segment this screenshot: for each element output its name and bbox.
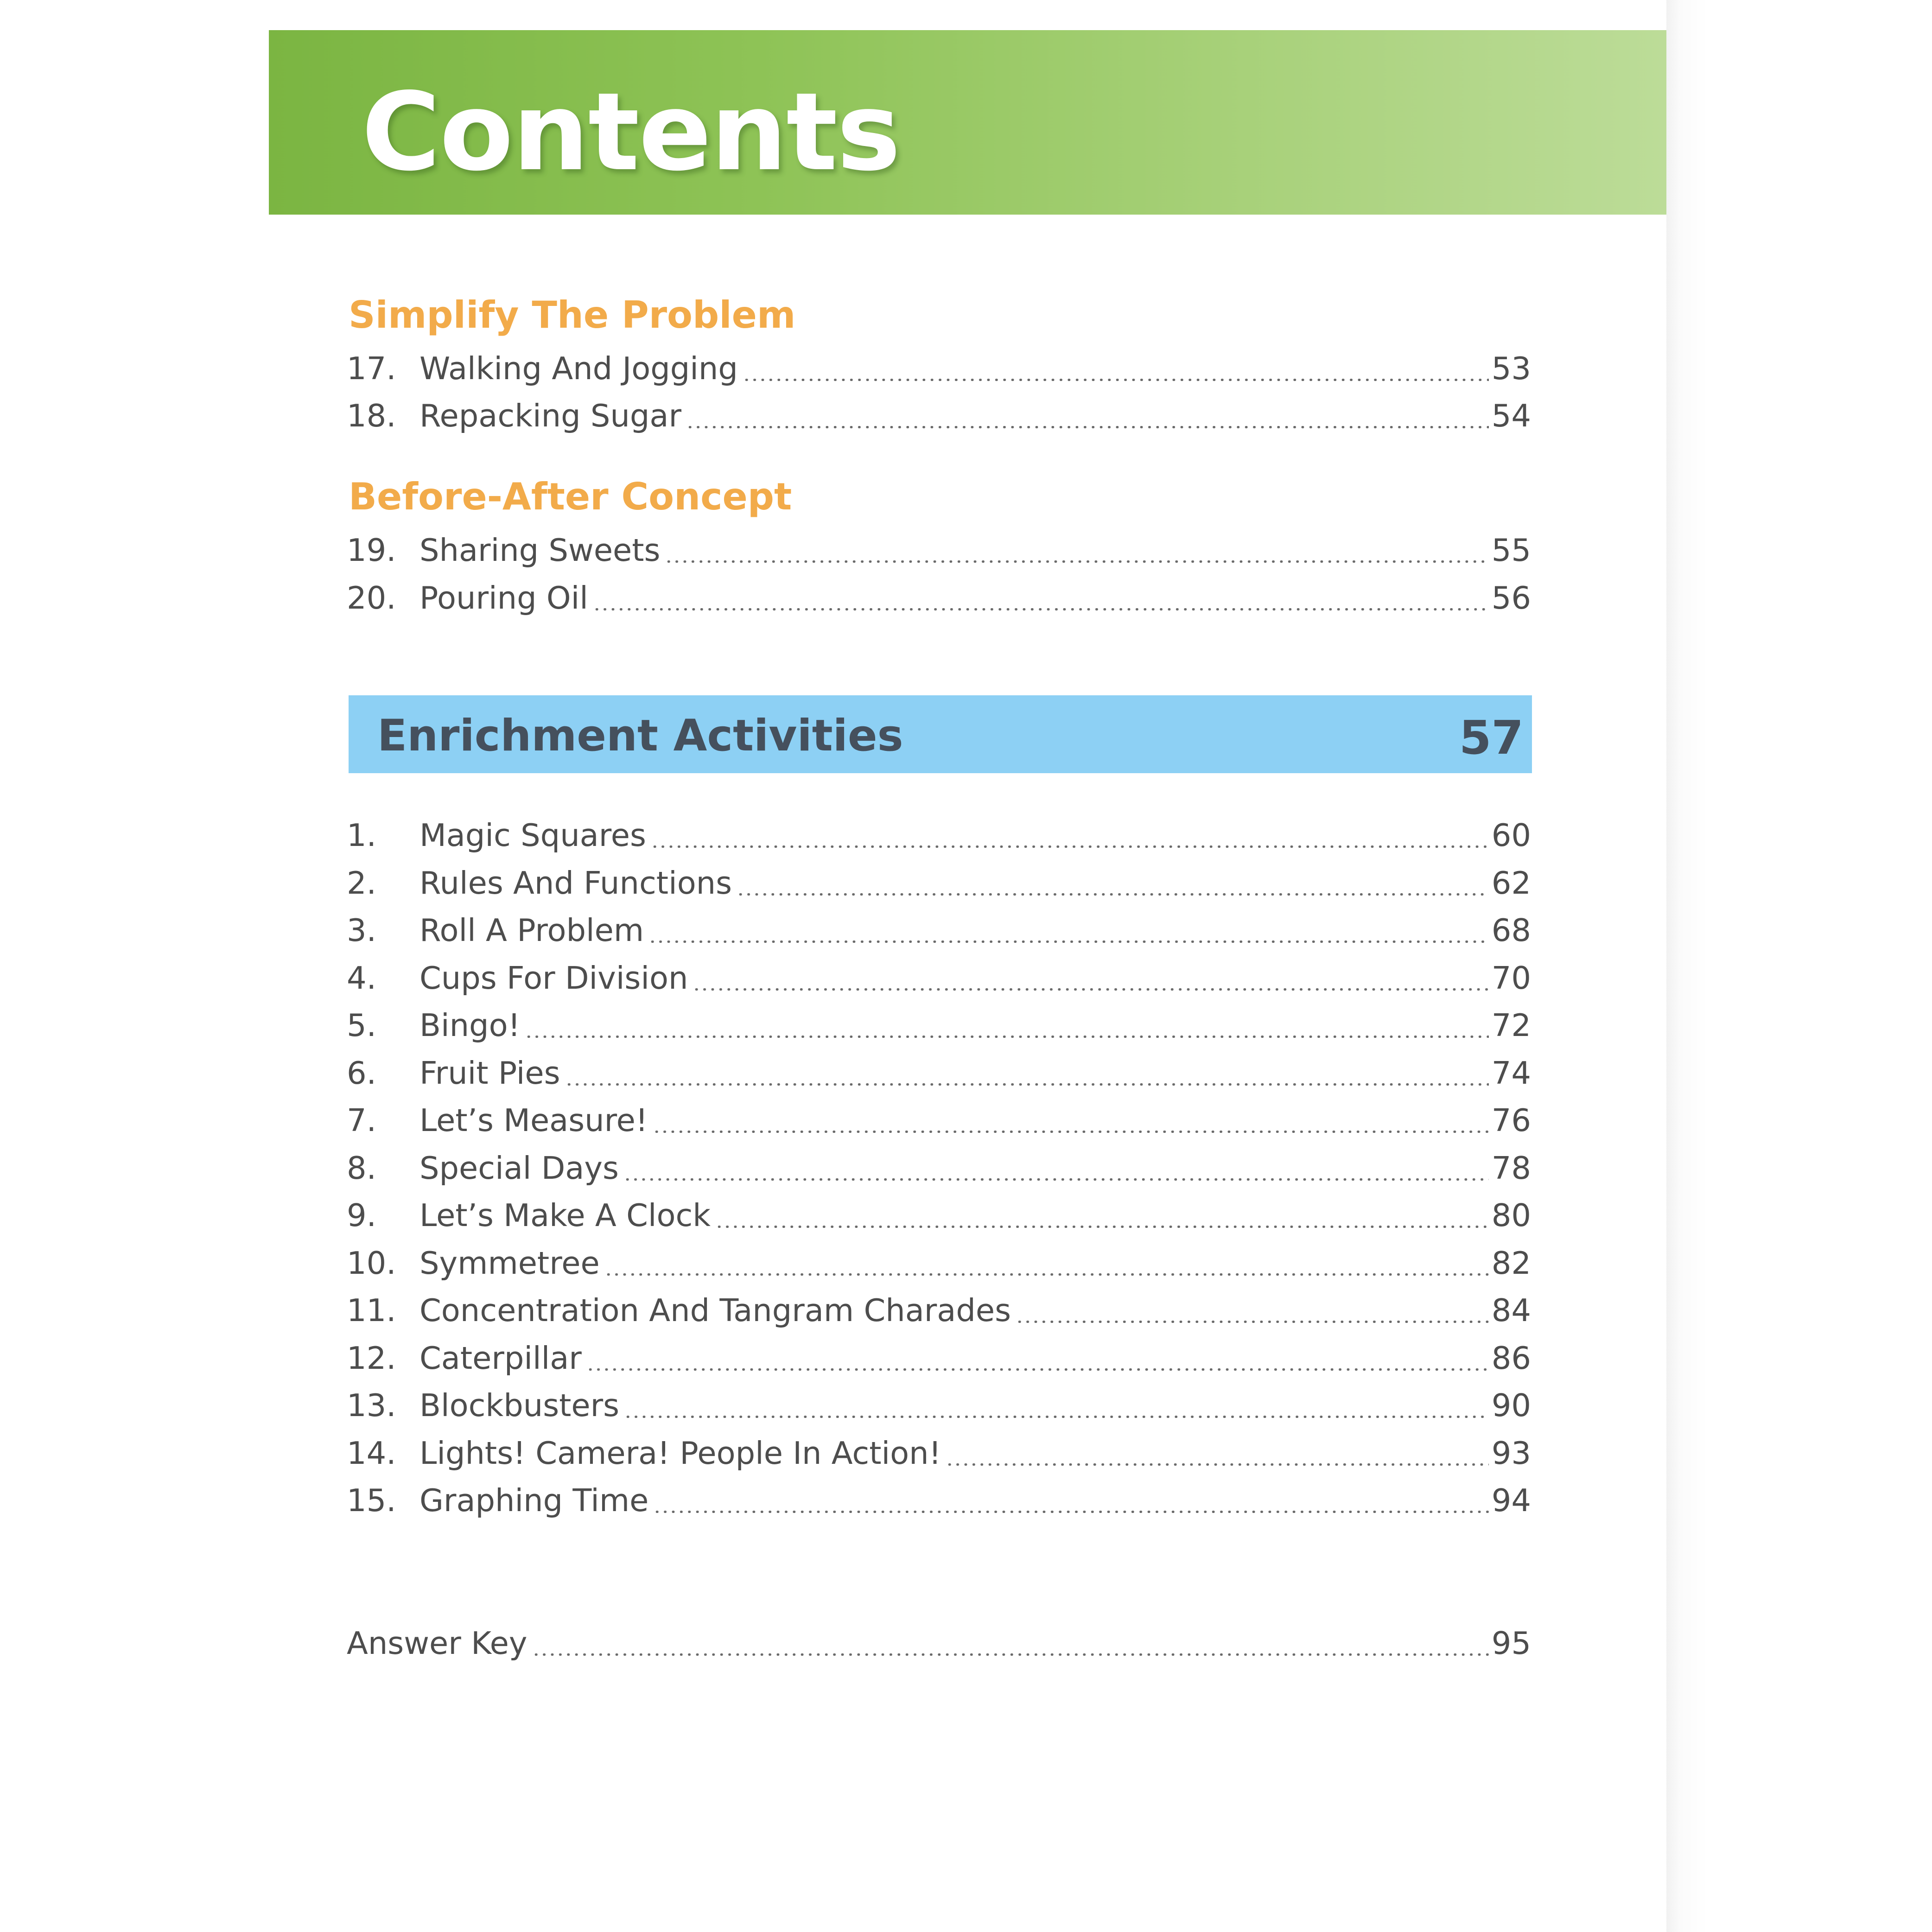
toc-entry-enrichment-12[interactable] [347, 1333, 1531, 1379]
dot-leader [693, 988, 1488, 991]
toc-entry-enrichment-9[interactable] [347, 1190, 1531, 1236]
dot-leader [623, 1178, 1489, 1181]
dot-leader [604, 1273, 1489, 1276]
entry-number: 3. [347, 912, 376, 948]
toc-entry-19[interactable] [347, 525, 1531, 571]
entry-page-number: 78 [1491, 1150, 1531, 1186]
entry-title: Walking And Jogging [419, 350, 738, 387]
entry-title: Cups For Division [419, 960, 688, 996]
entry-title: Bingo! [419, 1007, 521, 1043]
entry-page-number: 62 [1491, 865, 1531, 901]
entry-title: Graphing Time [419, 1482, 649, 1519]
toc-entry-18[interactable] [347, 390, 1531, 437]
dot-leader [565, 1083, 1489, 1086]
dot-leader [653, 1511, 1488, 1513]
entry-number: 17. [347, 350, 396, 387]
page-title: Contents [362, 70, 900, 195]
dot-leader [737, 893, 1489, 896]
entry-page-number: 54 [1491, 398, 1531, 434]
entry-number: 2. [347, 865, 376, 901]
entry-number: 13. [347, 1387, 396, 1424]
entry-page-number: 76 [1491, 1102, 1531, 1138]
entry-page-number: 56 [1491, 580, 1531, 616]
entry-page-number: 84 [1491, 1292, 1531, 1328]
entry-number: 10. [347, 1245, 396, 1281]
dot-leader [715, 1226, 1489, 1228]
entry-number: 6. [347, 1055, 376, 1091]
dot-leader [653, 1131, 1489, 1133]
toc-entry-17[interactable] [347, 343, 1531, 389]
entry-number: 15. [347, 1482, 396, 1519]
dot-leader [946, 1463, 1488, 1466]
entry-number: 9. [347, 1197, 376, 1233]
entry-title: Pouring Oil [419, 580, 588, 616]
entry-number: 8. [347, 1150, 376, 1186]
toc-entry-enrichment-11[interactable] [347, 1285, 1531, 1331]
toc-entry-enrichment-10[interactable] [347, 1238, 1531, 1284]
entry-title: Magic Squares [419, 817, 646, 853]
entry-title: Concentration And Tangram Charades [419, 1292, 1011, 1328]
dot-leader [624, 1416, 1489, 1418]
toc-entry-answer-key[interactable] [347, 1618, 1531, 1664]
entry-number: 1. [347, 817, 376, 853]
toc-entry-enrichment-4[interactable] [347, 953, 1531, 999]
entry-number: 12. [347, 1340, 396, 1376]
entry-page-number: 72 [1491, 1007, 1531, 1043]
entry-page-number: 60 [1491, 817, 1531, 853]
entry-title: Let’s Make A Clock [419, 1197, 711, 1233]
toc-entry-enrichment-3[interactable] [347, 905, 1531, 951]
entry-page-number: 90 [1491, 1387, 1531, 1424]
dot-leader [1016, 1321, 1489, 1323]
entry-page-number: 68 [1491, 912, 1531, 948]
toc-entry-enrichment-7[interactable] [347, 1095, 1531, 1141]
toc-entry-enrichment-14[interactable] [347, 1428, 1531, 1474]
entry-title: Special Days [419, 1150, 619, 1186]
toc-entry-enrichment-13[interactable] [347, 1380, 1531, 1426]
toc-entry-enrichment-6[interactable] [347, 1048, 1531, 1094]
entry-number: 14. [347, 1435, 396, 1471]
dot-leader [525, 1036, 1488, 1038]
toc-entry-enrichment-5[interactable] [347, 1000, 1531, 1046]
enrichment-title: Enrichment Activities [377, 711, 903, 761]
toc-entry-enrichment-8[interactable] [347, 1143, 1531, 1189]
entry-page-number: 55 [1491, 532, 1531, 568]
page-edge-shadow [1666, 0, 1932, 1932]
entry-page-number: 70 [1491, 960, 1531, 996]
enrichment-page-number: 57 [1459, 711, 1524, 765]
entry-title: Repacking Sugar [419, 398, 682, 434]
entry-page-number: 74 [1491, 1055, 1531, 1091]
toc-entry-enrichment-15[interactable] [347, 1475, 1531, 1521]
entry-number: 20. [347, 580, 396, 616]
entry-page-number: 86 [1491, 1340, 1531, 1376]
entry-title: Let’s Measure! [419, 1102, 648, 1138]
section-heading-simplify: Simplify The Problem [349, 293, 796, 337]
entry-number: 4. [347, 960, 376, 996]
dot-leader [586, 1368, 1489, 1371]
entry-number: 5. [347, 1007, 376, 1043]
entry-page-number: 94 [1491, 1482, 1531, 1519]
entry-title: Rules And Functions [419, 865, 732, 901]
dot-leader [532, 1653, 1489, 1656]
dot-leader [743, 379, 1489, 381]
entry-page-number: 82 [1491, 1245, 1531, 1281]
dot-leader [686, 426, 1489, 428]
toc-entry-enrichment-2[interactable] [347, 858, 1531, 904]
dot-leader [651, 845, 1489, 848]
entry-title: Caterpillar [419, 1340, 582, 1376]
entry-title: Sharing Sweets [419, 532, 661, 568]
entry-title: Roll A Problem [419, 912, 644, 948]
dot-leader [593, 608, 1489, 610]
entry-number: 18. [347, 398, 396, 434]
entry-title: Answer Key [347, 1625, 527, 1661]
enrichment-banner[interactable] [349, 695, 1532, 773]
entry-page-number: 80 [1491, 1197, 1531, 1233]
section-heading-before-after: Before-After Concept [349, 475, 792, 518]
entry-page-number: 53 [1491, 350, 1531, 387]
entry-number: 11. [347, 1292, 396, 1328]
entry-title: Symmetree [419, 1245, 600, 1281]
dot-leader [665, 560, 1488, 563]
dot-leader [648, 941, 1489, 943]
entry-title: Lights! Camera! People In Action! [419, 1435, 941, 1471]
entry-title: Fruit Pies [419, 1055, 560, 1091]
entry-page-number: 93 [1491, 1435, 1531, 1471]
entry-title: Blockbusters [419, 1387, 620, 1424]
entry-number: 19. [347, 532, 396, 568]
entry-page-number: 95 [1491, 1625, 1531, 1661]
toc-entry-enrichment-1[interactable] [347, 810, 1531, 856]
toc-entry-20[interactable] [347, 572, 1531, 619]
entry-number: 7. [347, 1102, 376, 1138]
